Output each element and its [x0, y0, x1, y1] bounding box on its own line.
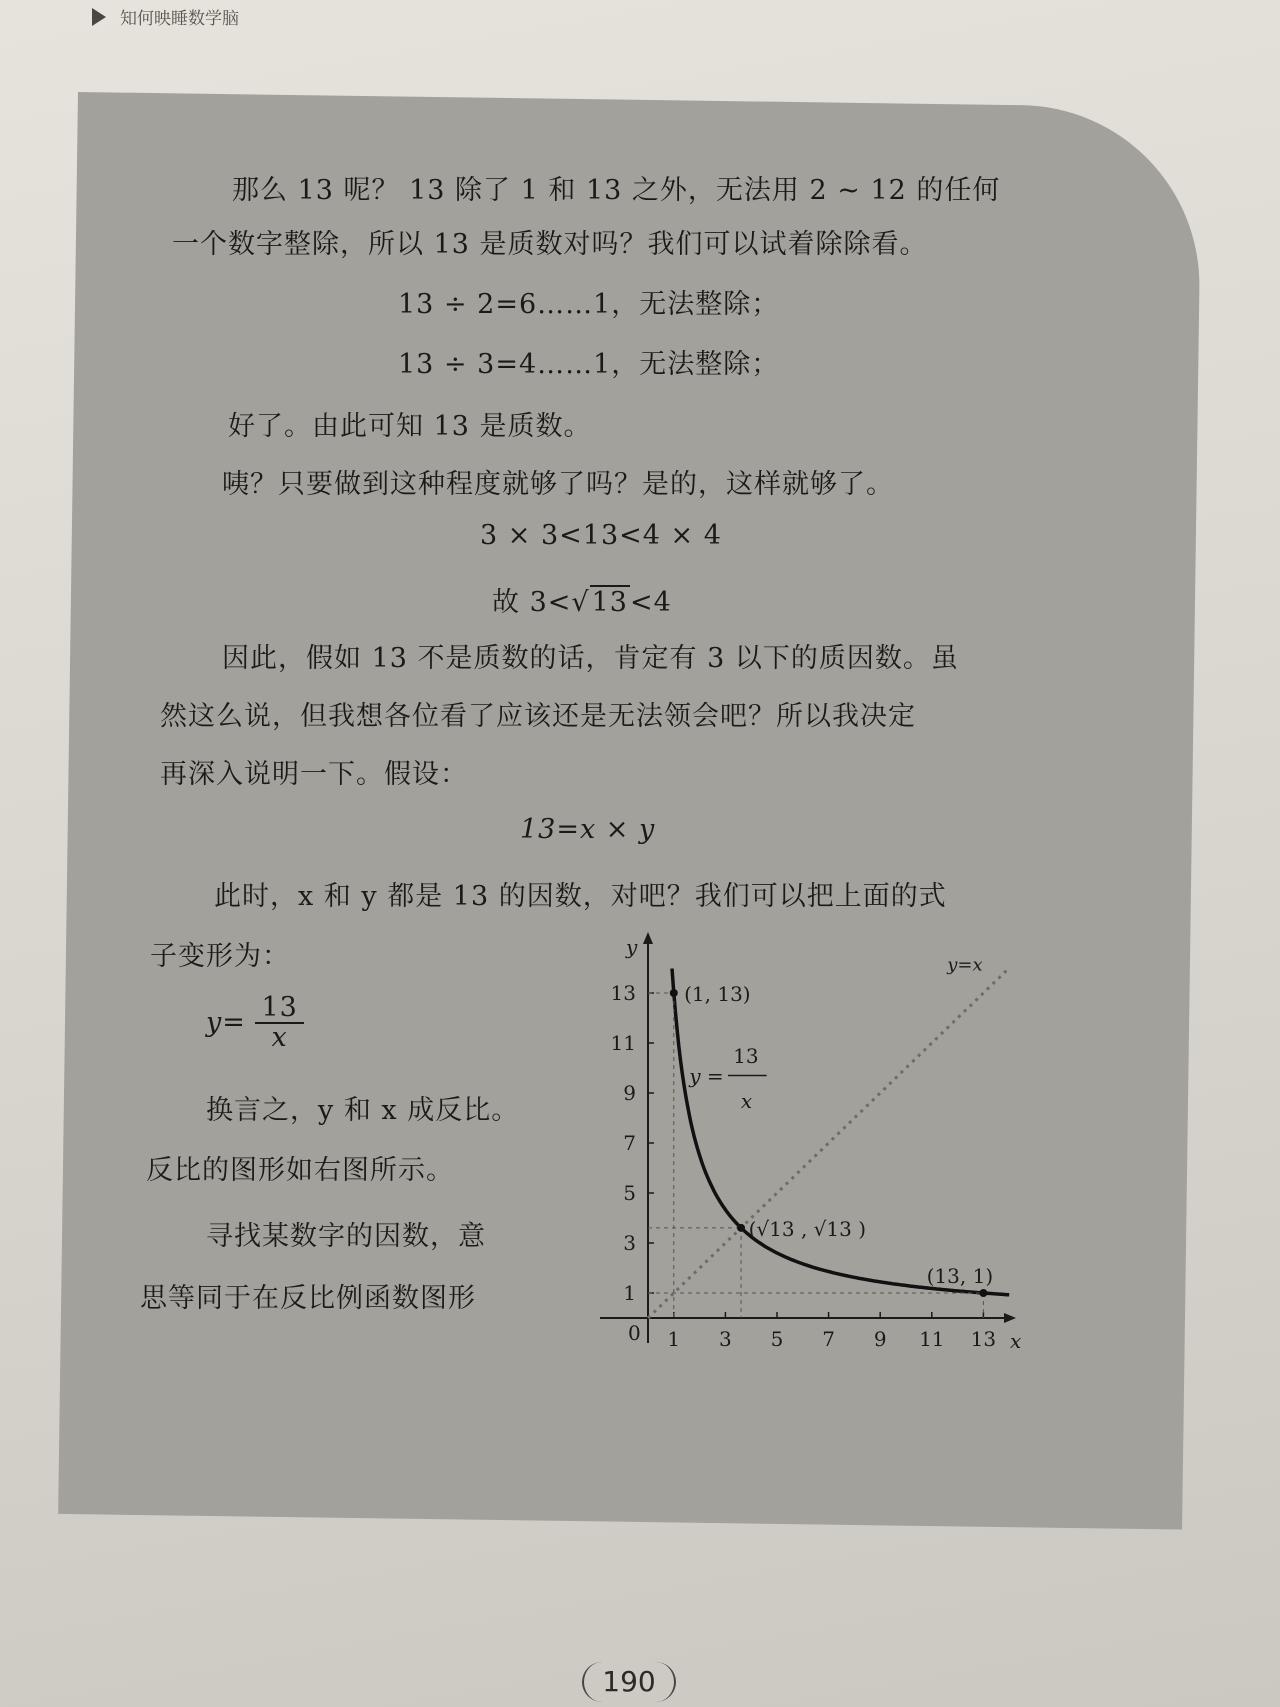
x-axis-label: x: [1010, 1329, 1022, 1353]
inequality-2: [492, 580, 672, 619]
x-tick-label: 13: [970, 1327, 997, 1351]
line-y-equals-x-label: y=x: [947, 954, 983, 976]
paragraph-5-line-2: 子变形为：: [150, 941, 290, 972]
paragraph-3: 咦？只要做到这种程度就够了吗？是的，这样就够了。: [222, 469, 894, 500]
y-tick-label: 3: [623, 1231, 636, 1255]
triangle-marker-icon: [92, 8, 106, 26]
paragraph-4-line-1: 因此，假如 13 不是质数的话，肯定有 3 以下的质因数。虽: [222, 643, 959, 674]
sqrt-symbol: √: [571, 587, 590, 618]
inverse-proportion-chart: [590, 928, 1030, 1358]
paragraph-6-line-2: 反比的图形如右图所示。: [146, 1155, 454, 1186]
curve-label-lhs: y =: [689, 1064, 724, 1088]
page-number: 190: [582, 1662, 676, 1702]
equation-division-2: 13 ÷ 2=6……1，无法整除；: [398, 289, 780, 320]
equation-inverse-lhs: y=: [206, 1006, 246, 1038]
fraction-denominator: x: [271, 1022, 288, 1054]
data-point: [979, 1289, 987, 1297]
point-label-13-1: (13, 1): [926, 1264, 994, 1288]
running-header: [92, 4, 239, 29]
curve-label-numerator: 13: [733, 1044, 759, 1068]
inequality-2-suffix: <4: [629, 587, 672, 618]
paragraph-4-line-2: 然这么说，但我想各位看了应该还是无法领会吧？所以我决定: [160, 701, 916, 732]
curve-label-denominator: x: [740, 1089, 753, 1113]
x-tick-label: 7: [822, 1327, 835, 1351]
y-tick-label: 13: [610, 981, 636, 1005]
paragraph-7-line-2: 思等同于在反比例函数图形: [140, 1283, 476, 1314]
sqrt-radicand: 13: [591, 587, 628, 618]
y-tick-label: 1: [623, 1281, 636, 1305]
paragraph-2: 好了。由此可知 13 是质数。: [228, 411, 592, 442]
y-tick-label: 9: [623, 1081, 636, 1105]
y-axis-label: y: [626, 935, 638, 959]
paragraph-6-line-1: 换言之，y 和 x 成反比。: [206, 1095, 520, 1126]
y-tick-label: 7: [623, 1131, 636, 1155]
paragraph-1-line-1: 那么 13 呢？ 13 除了 1 和 13 之外，无法用 2 ~ 12 的任何: [232, 175, 1001, 206]
fraction: [255, 994, 303, 1053]
equation-inverse: [206, 994, 304, 1053]
paragraph-4-line-3: 再深入说明一下。假设：: [160, 759, 468, 790]
x-tick-label: 11: [919, 1327, 945, 1351]
x-tick-label: 3: [719, 1327, 732, 1351]
paragraph-5-line-1: 此时，x 和 y 都是 13 的因数，对吧？我们可以把上面的式: [214, 881, 947, 912]
point-label-1-13: (1, 13): [684, 982, 751, 1006]
x-axis-arrow-icon: [1004, 1313, 1016, 1323]
y-tick-label: 5: [623, 1181, 636, 1205]
x-tick-label: 9: [873, 1327, 887, 1351]
paragraph-1-line-2: 一个数字整除，所以 13 是质数对吗？我们可以试着除除看。: [172, 229, 928, 260]
x-tick-label: 5: [770, 1327, 784, 1351]
y-axis-arrow-icon: [643, 932, 653, 944]
paragraph-7-line-1: 寻找某数字的因数，意: [206, 1221, 486, 1252]
data-point: [670, 989, 678, 997]
origin-label: 0: [628, 1321, 641, 1345]
fraction-numerator: 13: [255, 994, 303, 1024]
y-tick-label: 11: [610, 1031, 636, 1055]
inequality-2-prefix: 故 3<: [492, 587, 572, 618]
point-label-sqrt13: (√13 , √13 ): [748, 1217, 867, 1241]
equation-division-3: 13 ÷ 3=4……1，无法整除；: [398, 349, 780, 380]
x-tick-label: 1: [667, 1327, 681, 1351]
data-point: [737, 1224, 745, 1232]
equation-product: 13=x × y: [520, 814, 656, 845]
inequality-1: 3 × 3<13<4 × 4: [480, 520, 722, 551]
header-title: 知何映睡数学脑: [120, 9, 239, 29]
